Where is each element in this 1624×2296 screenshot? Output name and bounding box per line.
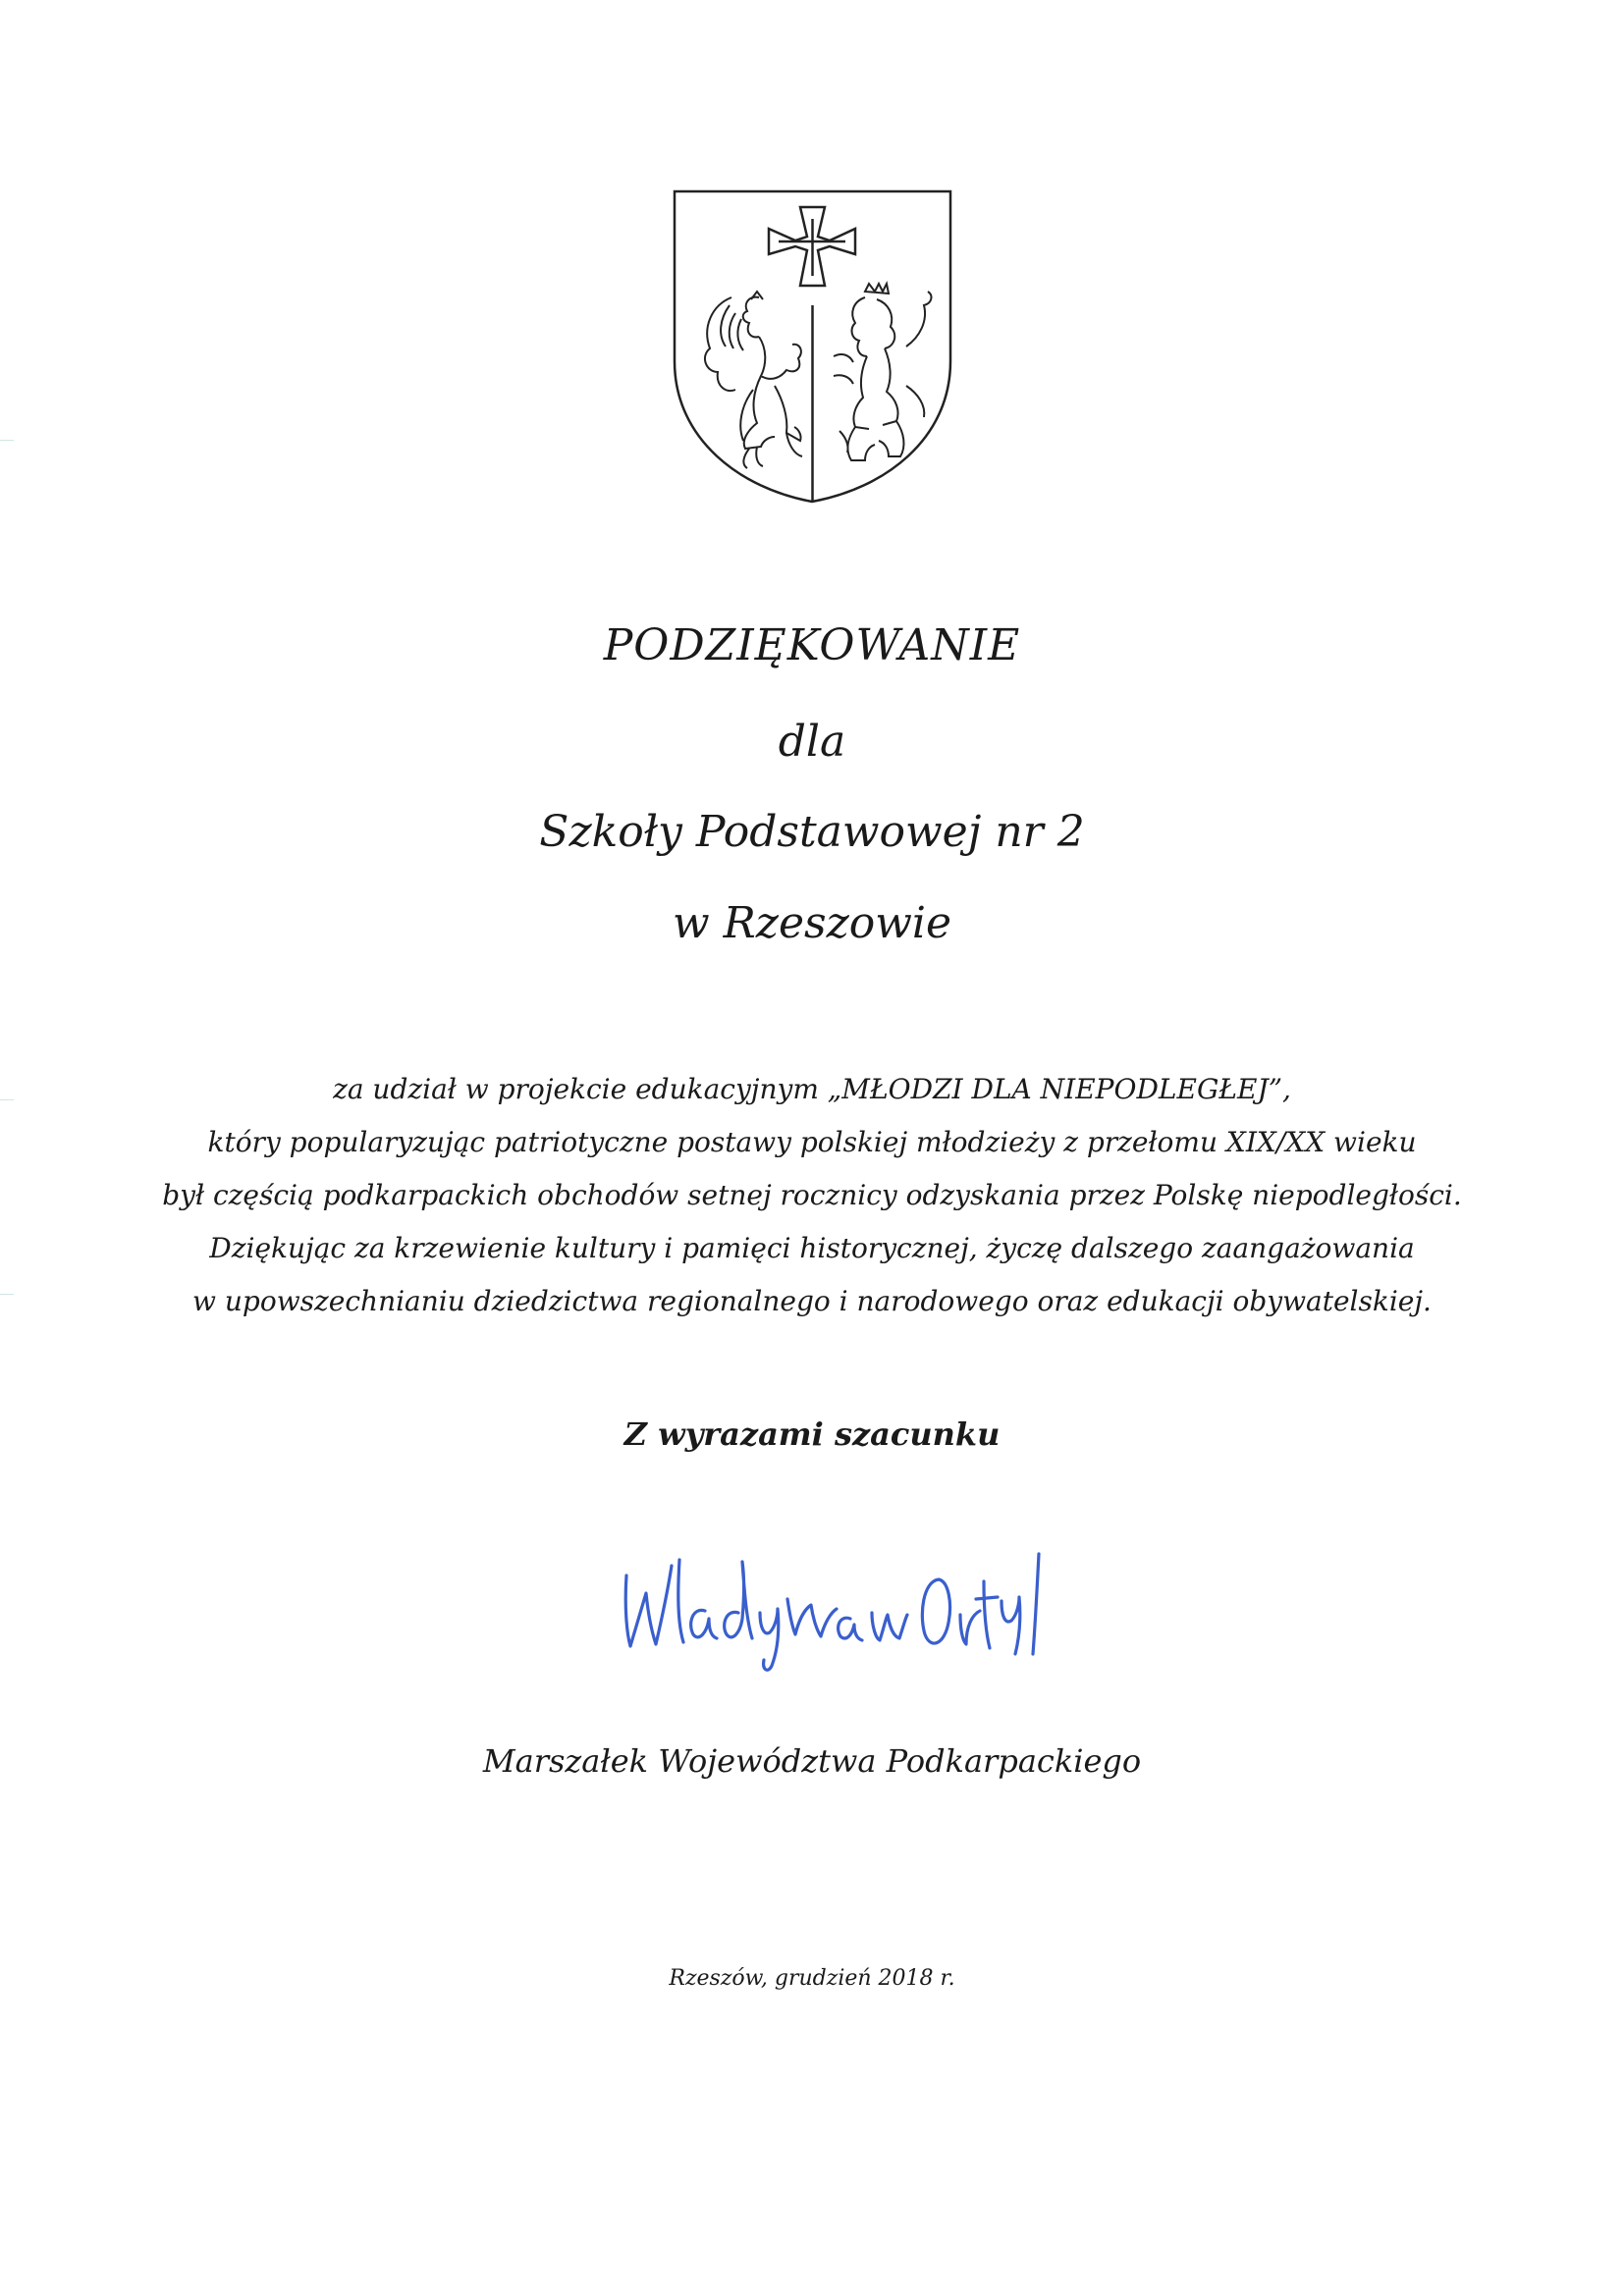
for-word: dla [778,717,846,767]
document-title: PODZIĘKOWANIE [603,620,1021,670]
lion-icon [834,284,931,460]
place-and-date: Rzeszów, grudzień 2018 r. [669,1966,955,1991]
signer-title: Marszałek Województwa Podkarpackiego [482,1742,1142,1780]
recipient-name: Szkoły Podstawowej nr 2 [539,807,1085,857]
body-line: w upowszechnianiu dziedzictwa regionalnego i narodowego oraz edukacji obywatelskiej. [192,1285,1432,1317]
griffin-icon [705,292,802,468]
handwritten-signature [589,1517,1060,1674]
body-line: który popularyzując patriotyczne postawy polskiej młodzieży z przełomu XIX/XX wieku [207,1126,1417,1158]
scan-edge-mark [0,1294,14,1295]
scan-edge-mark [0,1099,14,1100]
closing-regards: Z wyrazami szacunku [623,1415,1001,1453]
coat-of-arms-icon [673,189,952,504]
body-paragraph [0,1063,1624,1328]
scan-edge-mark [0,440,14,441]
body-line: za udział w projekcie edukacyjnym „MŁODZI DLA NIEPODLEGŁEJ”, [333,1073,1291,1105]
recipient-city: w Rzeszowie [672,898,952,948]
body-line: był częścią podkarpackich obchodów setnej rocznicy odzyskania przez Polskę niepodległości. [162,1179,1462,1211]
cross-icon [769,207,855,286]
body-line: Dziękując za krzewienie kultury i pamięci historycznej, życzę dalszego zaangażowania [209,1232,1415,1264]
